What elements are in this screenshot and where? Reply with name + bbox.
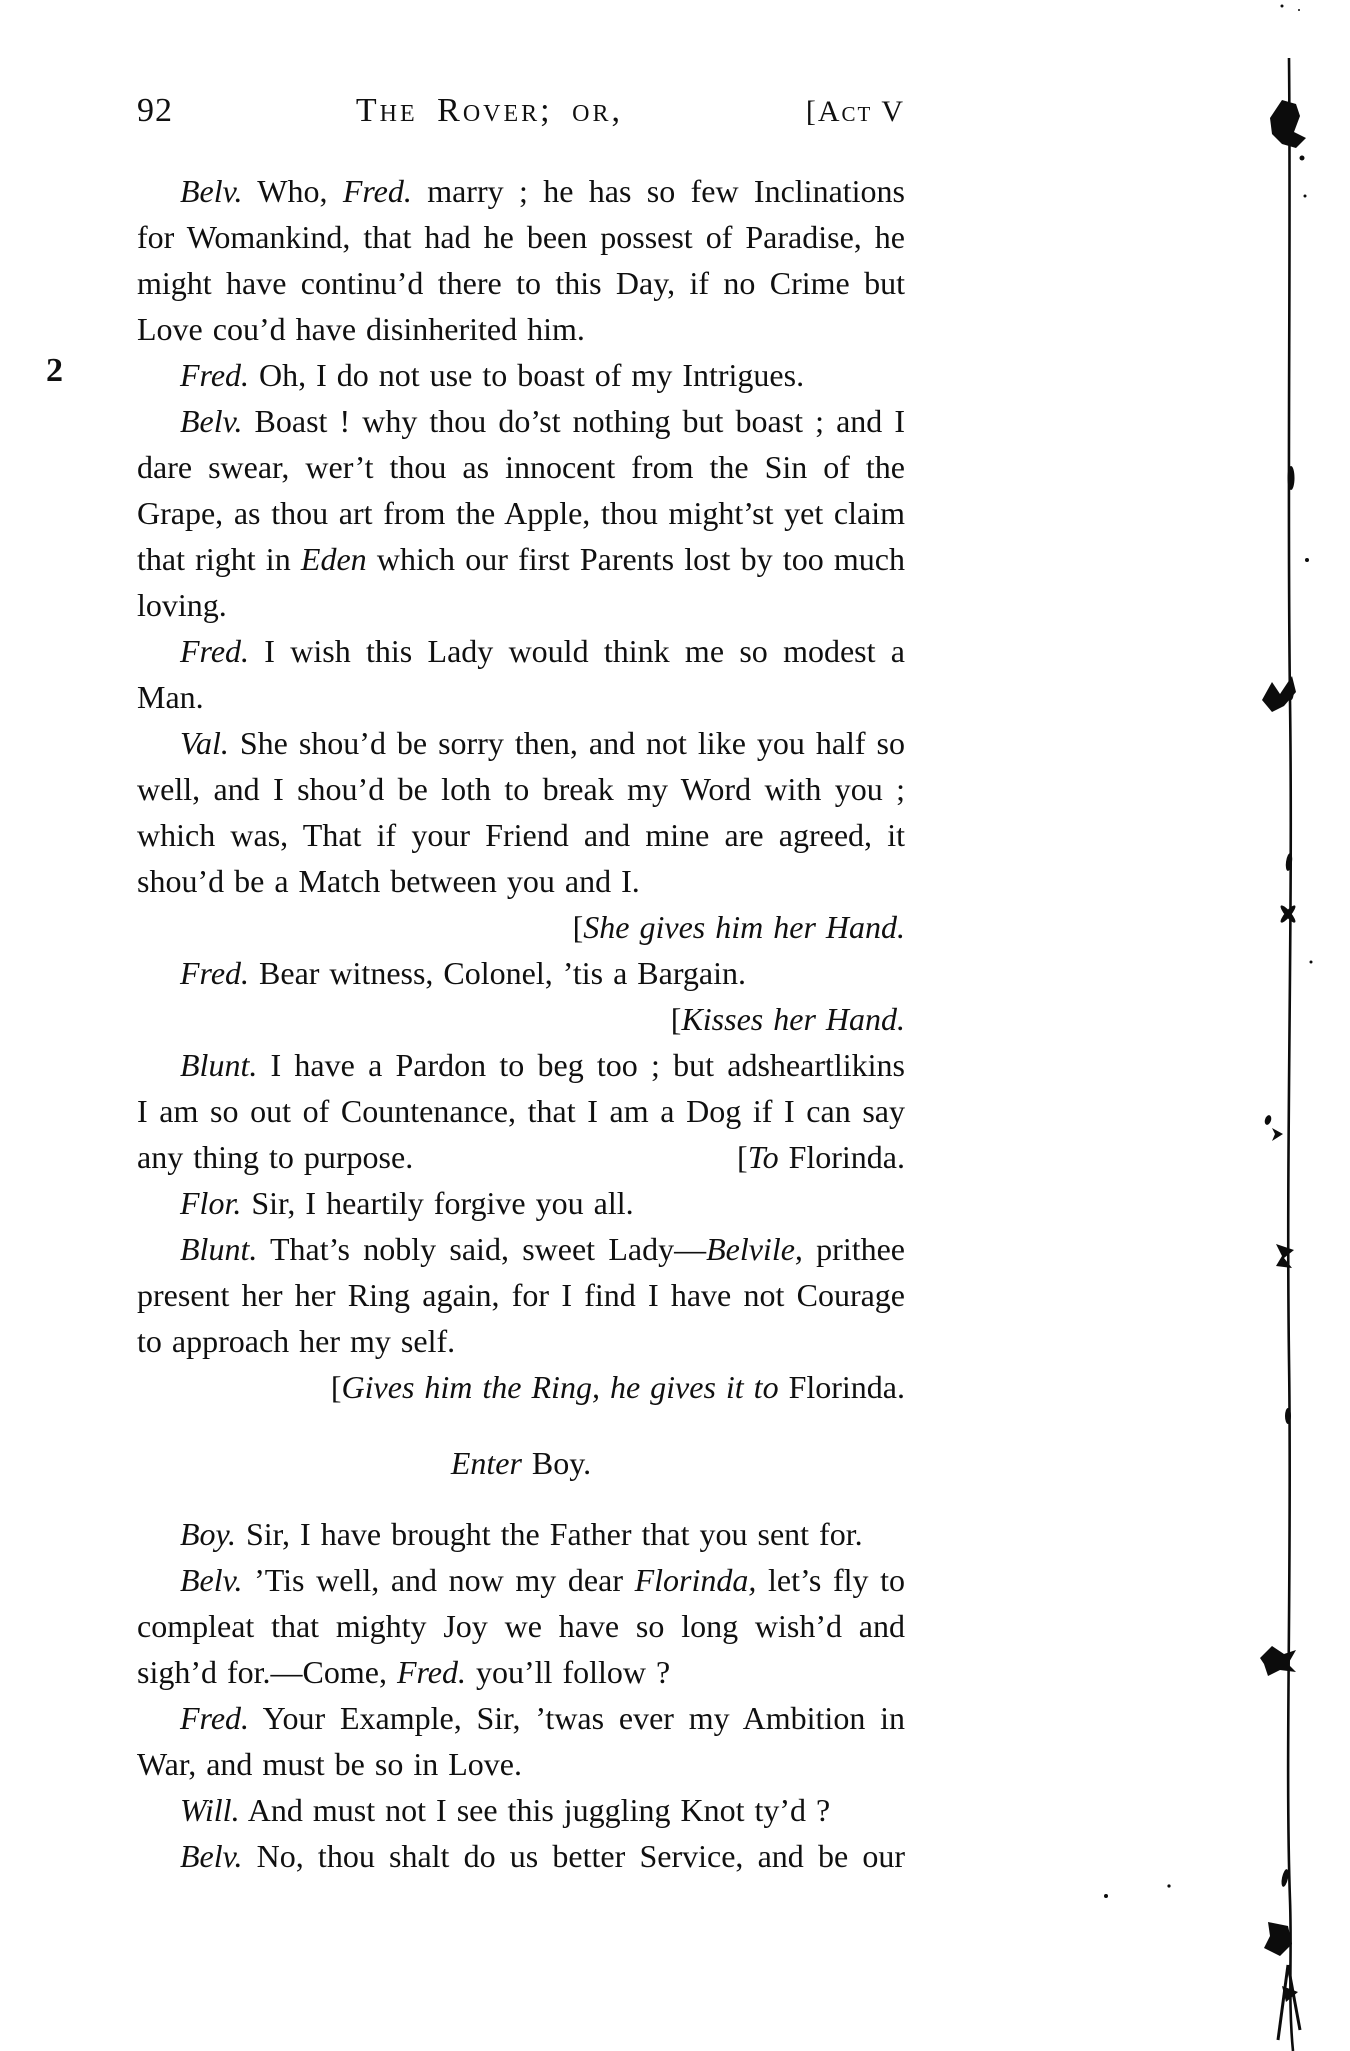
- italic-text: Fred.: [342, 173, 412, 209]
- text-line: [137, 766, 905, 812]
- roman-text: well, and I shou’d be loth to break my Word with you ;: [137, 771, 905, 807]
- roman-text: Boy.: [521, 1445, 592, 1481]
- text-line: [137, 306, 905, 352]
- text-block: [137, 92, 905, 1879]
- stage-direction: [137, 1134, 905, 1180]
- running-title: The Rover; or,: [355, 92, 623, 129]
- italic-text: Eden: [300, 541, 367, 577]
- italic-text: Val.: [180, 725, 229, 761]
- roman-text: [: [572, 909, 584, 945]
- italic-text: Fred.: [180, 357, 250, 393]
- text-line: [137, 1042, 905, 1088]
- italic-text: Boy.: [180, 1516, 236, 1552]
- roman-text: That’s nobly said, sweet Lady—: [257, 1231, 707, 1267]
- roman-text: let’s fly to: [756, 1562, 906, 1598]
- act-indicator: [Act V: [805, 95, 905, 128]
- italic-text: Blunt.: [180, 1231, 258, 1267]
- text-line: [137, 858, 905, 904]
- text-line: [137, 812, 905, 858]
- roman-text: any thing to purpose.: [137, 1139, 414, 1175]
- text-line: [137, 398, 905, 444]
- italic-text: Gives him the Ring, he gives it to: [341, 1369, 779, 1405]
- text-line: [137, 628, 905, 720]
- italic-text: Kisses her Hand.: [681, 1001, 905, 1037]
- text-line: [137, 536, 905, 582]
- stage-direction: [137, 996, 905, 1042]
- roman-text: [: [330, 1369, 342, 1405]
- text-line: [137, 720, 905, 766]
- text-line: [137, 1695, 905, 1741]
- roman-text: Florinda.: [778, 1369, 905, 1405]
- text-line: [137, 260, 905, 306]
- text-line: [137, 1833, 905, 1879]
- roman-text: compleat that mighty Joy we have so long wish’d and: [137, 1608, 905, 1644]
- text-line: [137, 1180, 905, 1226]
- italic-text: Fred.: [180, 1700, 250, 1736]
- roman-text: prithee: [802, 1231, 906, 1267]
- stage-direction: [137, 1364, 905, 1410]
- italic-text: Blunt.: [180, 1047, 258, 1083]
- roman-text: for Womankind, that had he been possest of Paradise, he: [137, 219, 905, 255]
- roman-text: to approach her my self.: [137, 1323, 456, 1359]
- italic-text: Flor.: [180, 1185, 242, 1221]
- italic-text: Belv.: [180, 403, 243, 439]
- roman-text: Sir, I heartily forgive you all.: [241, 1185, 634, 1221]
- roman-text: which was, That if your Friend and mine are agreed, it: [137, 817, 905, 853]
- roman-text: War, and must be so in Love.: [137, 1746, 522, 1782]
- text-line: [137, 1649, 905, 1695]
- roman-text: which our first Parents lost by too much: [366, 541, 906, 577]
- text-line: [137, 444, 905, 490]
- text-line: [137, 1603, 905, 1649]
- italic-text: Fred.: [180, 633, 250, 669]
- italic-text: To: [747, 1139, 779, 1175]
- roman-text: that right in: [137, 541, 301, 577]
- roman-text: [: [737, 1139, 748, 1175]
- roman-text: Who,: [242, 173, 343, 209]
- italic-text: Fred.: [396, 1654, 466, 1690]
- italic-text: Belv.: [180, 1562, 243, 1598]
- text-line: [137, 1511, 905, 1557]
- roman-text: ’Tis well, and now my dear: [242, 1562, 635, 1598]
- roman-text: Grape, as thou art from the Apple, thou might’st yet claim: [137, 495, 905, 531]
- roman-text: marry ; he has so few Inclinations: [411, 173, 905, 209]
- text-line: [137, 1318, 905, 1364]
- text-line: [137, 1088, 905, 1134]
- roman-text: shou’d be a Match between you and I.: [137, 863, 640, 899]
- roman-text: No, thou shalt do us better Service, and be our: [242, 1838, 905, 1874]
- text-line: [137, 1226, 905, 1272]
- roman-text: Bear witness, Colonel, ’tis a Bargain.: [249, 955, 746, 991]
- italic-text: Belv.: [180, 1838, 243, 1874]
- italic-text: Belvile,: [706, 1231, 803, 1267]
- text-line: [137, 352, 905, 398]
- text-line: [137, 168, 905, 214]
- text-line: [137, 950, 905, 996]
- roman-text: Sir, I have brought the Father that you sent for.: [235, 1516, 863, 1552]
- text-line: [137, 1741, 905, 1787]
- stage-direction: [137, 904, 905, 950]
- roman-text: And must not I see this juggling Knot ty’d ?: [239, 1792, 831, 1828]
- text-line: [137, 582, 905, 628]
- roman-text: you’ll follow ?: [466, 1654, 671, 1690]
- italic-text: Will.: [180, 1792, 240, 1828]
- page-body: [137, 168, 905, 1879]
- italic-text: Florinda,: [634, 1562, 757, 1598]
- roman-text: Love cou’d have disinherited him.: [137, 311, 585, 347]
- italic-text: Belv.: [180, 173, 243, 209]
- text-line: [137, 1787, 905, 1833]
- roman-text: Oh, I do not use to boast of my Intrigues.: [249, 357, 805, 393]
- roman-text: present her her Ring again, for I find I have not Courage: [137, 1277, 905, 1313]
- italic-text: She gives him her Hand.: [583, 909, 905, 945]
- roman-text: I wish this Lady would think me so modest a Man.: [137, 633, 905, 715]
- roman-text: might have continu’d there to this Day, if no Crime but: [137, 265, 905, 301]
- italic-text: Fred.: [180, 955, 250, 991]
- italic-text: Enter: [450, 1445, 522, 1481]
- running-header: [137, 92, 905, 130]
- roman-text: loving.: [137, 587, 227, 623]
- roman-text: Your Example, Sir, ’twas ever my Ambition in: [249, 1700, 905, 1736]
- roman-text: Florinda.: [778, 1139, 905, 1175]
- roman-text: [: [670, 1001, 682, 1037]
- page-number: 92: [137, 92, 173, 129]
- text-line: [137, 1272, 905, 1318]
- roman-text: She shou’d be sorry then, and not like you half so: [228, 725, 905, 761]
- scene-heading: [137, 1440, 905, 1486]
- text-line: [137, 214, 905, 260]
- signature-mark: 2: [46, 352, 63, 389]
- roman-text: sigh’d for.—Come,: [137, 1654, 397, 1690]
- roman-text: I am so out of Countenance, that I am a Dog if I can say: [137, 1093, 905, 1129]
- roman-text: Boast ! why thou do’st nothing but boast ; and I: [242, 403, 905, 439]
- text-line: [137, 490, 905, 536]
- roman-text: dare swear, wer’t thou as innocent from the Sin of the: [137, 449, 905, 485]
- roman-text: I have a Pardon to beg too ; but adsheartlikins: [257, 1047, 905, 1083]
- text-line: [137, 1557, 905, 1603]
